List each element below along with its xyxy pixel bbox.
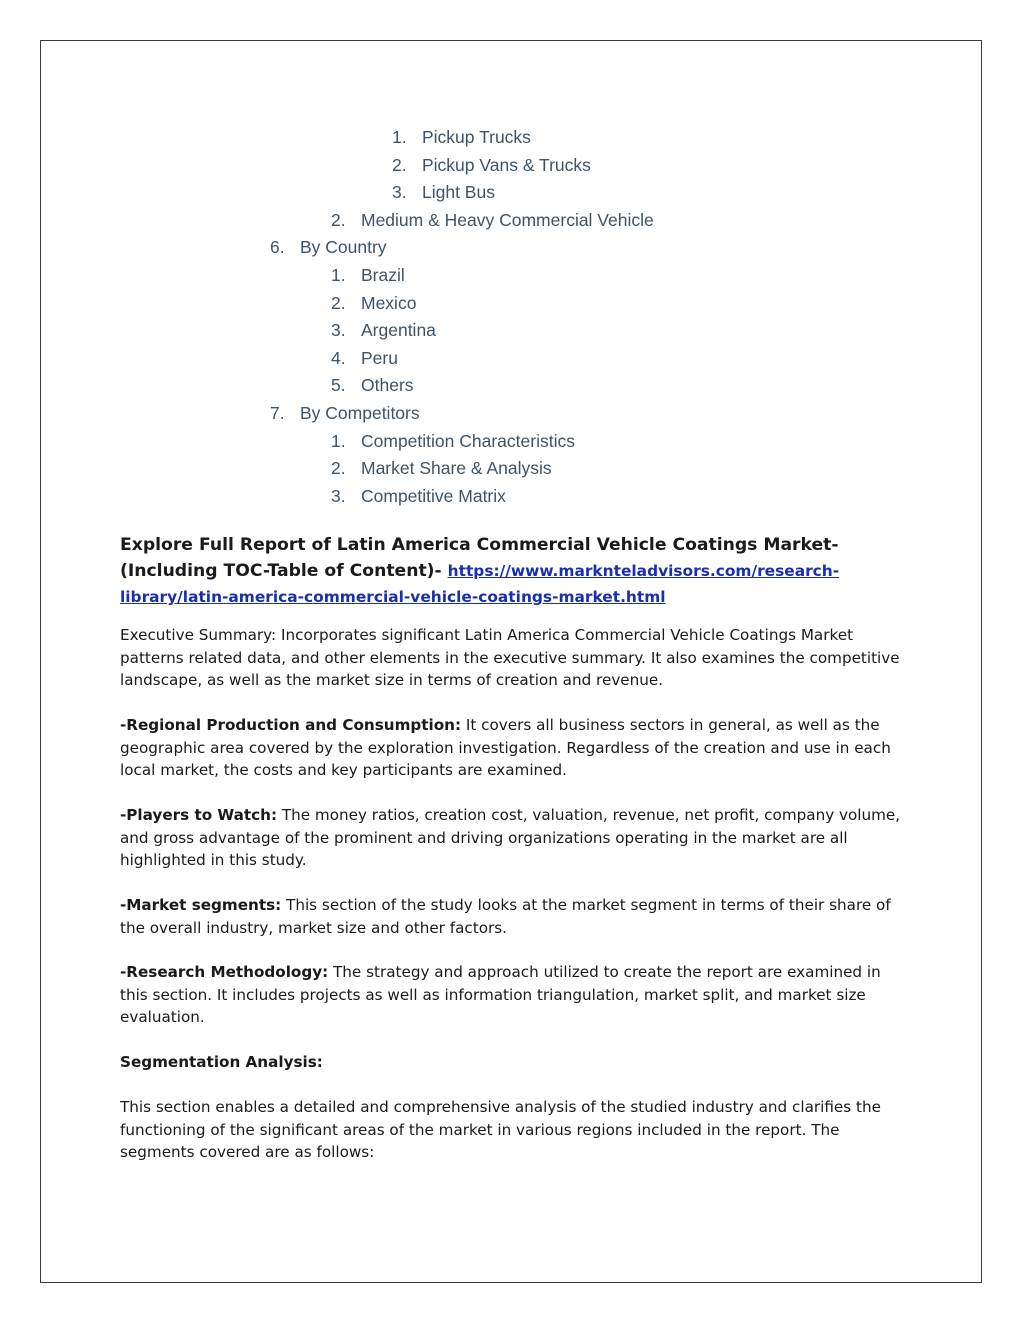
toc-item-label: Mexico bbox=[361, 292, 417, 313]
toc-item-number: 2. bbox=[392, 154, 407, 175]
toc-item-number: 3. bbox=[331, 485, 346, 506]
segmentation-paragraph: This section enables a detailed and comprehensive analysis of the studied industry and clarifies the functioning of the significant areas of the market in various regions included in the report. The segments covered are as follows: bbox=[120, 1098, 881, 1162]
toc-item-label: Competition Characteristics bbox=[361, 430, 575, 451]
segmentation-heading-text: Segmentation Analysis: bbox=[120, 1053, 323, 1071]
toc-item-number: 4. bbox=[331, 347, 346, 368]
toc-item-number: 6. bbox=[270, 237, 285, 258]
toc-item-label: Light Bus bbox=[422, 182, 495, 203]
toc-item-number: 1. bbox=[392, 127, 407, 147]
players-text: The money ratios, creation cost, valuation, revenue, net profit, company volume, and gross advantage of the prominent and driving organizations operating in the market are all highlighted in this study. bbox=[120, 806, 901, 870]
methodology-label: -Research Methodology: bbox=[120, 963, 329, 981]
toc-item-label: Peru bbox=[361, 347, 398, 368]
toc-item bbox=[392, 152, 591, 180]
toc-item bbox=[331, 290, 416, 318]
toc-item-number: 3. bbox=[331, 320, 346, 341]
toc-item bbox=[331, 483, 506, 511]
toc-item-label: By Competitors bbox=[300, 403, 420, 423]
toc-item bbox=[270, 234, 387, 262]
toc-item-label: By Country bbox=[300, 237, 387, 258]
toc-item-label: Pickup Trucks bbox=[422, 127, 531, 147]
toc-item bbox=[331, 455, 552, 483]
toc-item-label: Others bbox=[361, 375, 414, 396]
toc-item-label: Market Share & Analysis bbox=[361, 458, 552, 479]
toc-item bbox=[392, 124, 531, 152]
toc-item-number: 1. bbox=[331, 430, 346, 451]
toc-item-number: 7. bbox=[270, 403, 285, 423]
toc-item-label: Argentina bbox=[361, 320, 436, 341]
explore-report-heading bbox=[120, 532, 910, 610]
toc-item bbox=[392, 179, 495, 207]
toc-item bbox=[331, 345, 398, 373]
toc-item bbox=[331, 262, 405, 290]
toc-item-number: 2. bbox=[331, 458, 346, 479]
toc-item-number: 2. bbox=[331, 209, 346, 230]
toc-item bbox=[331, 428, 575, 456]
toc-item bbox=[331, 317, 436, 345]
segmentation-heading bbox=[120, 1051, 910, 1074]
methodology-paragraph bbox=[120, 961, 910, 1029]
toc-item-label: Medium & Heavy Commercial Vehicle bbox=[361, 209, 654, 230]
toc-item bbox=[270, 400, 420, 428]
regional-text: It covers all business sectors in general, as well as the geographic area covered by the exploration investigation. Regardless of the creation and use in each local market, the costs and key participants are examined. bbox=[120, 716, 891, 780]
players-paragraph bbox=[120, 804, 910, 872]
toc-item-number: 3. bbox=[392, 182, 407, 203]
players-label: -Players to Watch: bbox=[120, 806, 278, 824]
toc-item-number: 1. bbox=[331, 265, 346, 285]
explore-heading-text: Explore Full Report of Latin America Commercial Vehicle Coatings Market- (Including TOC-Table of Content)- bbox=[120, 535, 839, 581]
toc-item-number: 2. bbox=[331, 292, 346, 313]
toc-item bbox=[331, 207, 654, 235]
toc-item-label: Brazil bbox=[361, 265, 405, 285]
regional-label: -Regional Production and Consumption: bbox=[120, 716, 462, 734]
methodology-text: The strategy and approach utilized to create the report are examined in this section. It includes projects as well as information triangulation, market split, and market size evaluation. bbox=[120, 963, 881, 1027]
segments-label: -Market segments: bbox=[120, 896, 282, 914]
regional-paragraph bbox=[120, 714, 910, 782]
report-link[interactable]: https://www.marknteladvisors.com/research-library/latin-america-commercial-vehicle-coatings-market.html bbox=[120, 562, 840, 606]
toc-item bbox=[331, 372, 414, 400]
segments-text: This section of the study looks at the market segment in terms of their share of the overall industry, market size and other factors. bbox=[120, 896, 891, 937]
executive-summary-paragraph: Executive Summary: Incorporates significant Latin America Commercial Vehicle Coatings Market patterns related data, and other elements in the executive summary. It also examines the competitive landscape, as well as the market size in terms of creation and revenue. bbox=[120, 626, 900, 690]
toc-item-number: 5. bbox=[331, 375, 346, 396]
toc-item-label: Competitive Matrix bbox=[361, 485, 506, 506]
toc-item-label: Pickup Vans & Trucks bbox=[422, 154, 591, 175]
segments-paragraph bbox=[120, 894, 910, 939]
